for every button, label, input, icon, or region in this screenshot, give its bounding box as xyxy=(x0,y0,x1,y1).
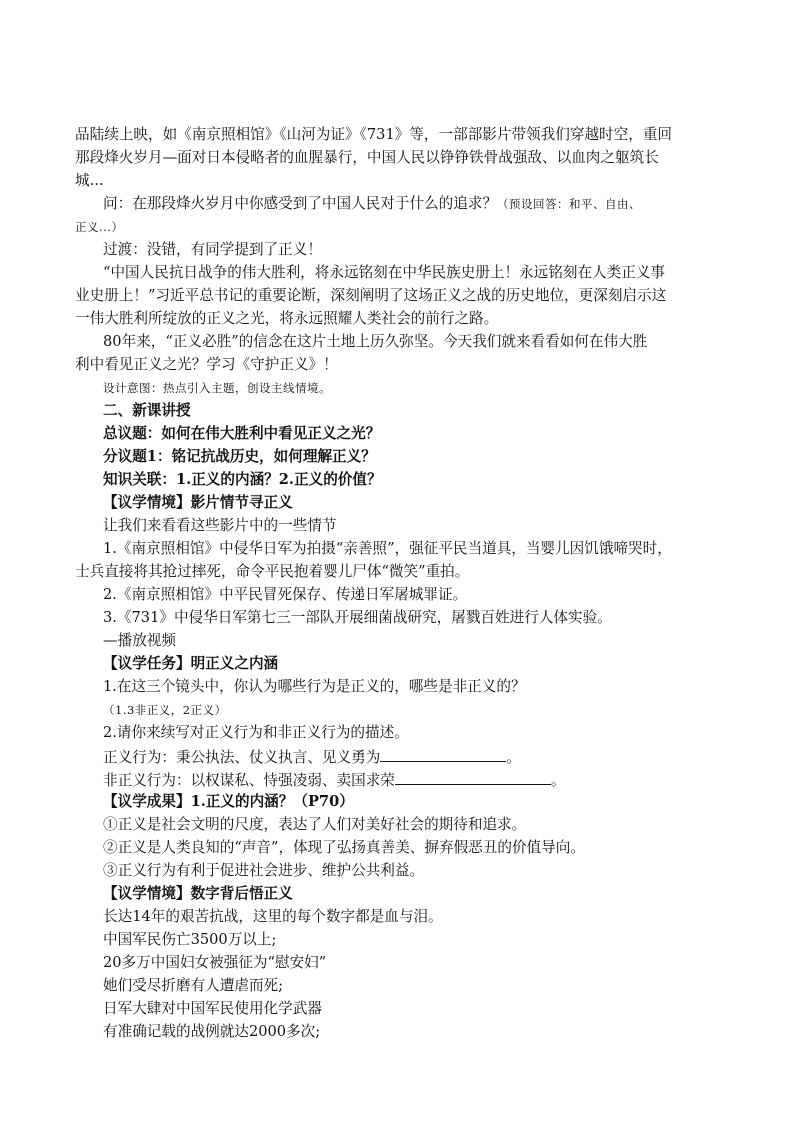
answer-blank[interactable] xyxy=(395,770,551,785)
knowledge-link-heading: 知识关联：1.正义的内涵？2.正义的价值？ xyxy=(103,471,382,488)
question-line xyxy=(103,195,641,213)
paragraph-line: 城... xyxy=(75,172,104,189)
result-point: ①正义是社会文明的尺度，表达了人们对美好社会的期待和追求。 xyxy=(103,816,527,833)
fill-blank-end: 。 xyxy=(506,749,521,766)
paragraph-line: 那段烽火岁月—面对日本侵略者的血腥暴行，中国人民以铮铮铁骨战强敌、以血肉之躯筑长 xyxy=(75,149,659,166)
answer-blank[interactable] xyxy=(380,747,506,762)
fill-blank-prompt: 正义行为：秉公执法、仗义执言、见义勇为 xyxy=(103,749,381,766)
preset-answer-note: 正义...） xyxy=(75,220,124,234)
scenario-heading: 【议学情境】影片情节寻正义 xyxy=(103,494,293,511)
paragraph-line: 业史册上！”习近平总书记的重要论断，深刻阐明了这场正义之战的历史地位，更深刻启示这 xyxy=(75,287,667,304)
preset-answer-note: （预设回答：和平、自由、 xyxy=(497,197,642,211)
statistic-line: 有准确记载的战例就达2000多次; xyxy=(103,1023,321,1040)
question-text: 问：在那段烽火岁月中你感受到了中国人民对于什么的追求？ xyxy=(103,195,498,212)
list-item-continuation: 士兵直接将其抢过摔死，命令平民抱着婴儿尸体“微笑”重拍。 xyxy=(75,563,470,580)
statistic-line: 日军大肆对中国军民使用化学武器 xyxy=(103,1000,322,1017)
task-question: 2.请你来续写对正义行为和非正义行为的描述。 xyxy=(103,724,409,741)
list-item: 3.《731》中侵华日军第七三一部队开展细菌战研究，屠戮百姓进行人体实验。 xyxy=(103,609,612,626)
paragraph-line: 长达14年的艰苦抗战，这里的每个数字都是血与泪。 xyxy=(103,908,443,925)
paragraph-line: 利中看见正义之光？学习《守护正义》！ xyxy=(75,356,338,373)
paragraph-line: 一伟大胜利所绽放的正义之光，将永远照耀人类社会的前行之路。 xyxy=(75,310,499,327)
list-item: 1.《南京照相馆》中侵华日军为拍摄“亲善照”，强征平民当道具，当婴儿因饥饿啼哭时， xyxy=(103,540,672,557)
fill-blank-prompt: 非正义行为：以权谋私、恃强凌弱、卖国求荣 xyxy=(103,772,395,789)
result-point: ②正义是人类良知的“声音”，体现了弘扬真善美、摒弃假恶丑的价值导向。 xyxy=(103,839,585,856)
result-heading: 【议学成果】1.正义的内涵？（P70） xyxy=(103,793,354,810)
paragraph-line: —播放视频 xyxy=(103,632,176,649)
design-intent-note: 设计意图：热点引入主题，创设主线情境。 xyxy=(103,381,331,395)
fill-blank-line xyxy=(103,747,521,767)
transition-line: 过渡：没错，有同学提到了正义！ xyxy=(103,241,322,258)
fill-blank-line xyxy=(103,770,566,790)
subtopic-heading: 分议题1：铭记抗战历史，如何理解正义？ xyxy=(103,448,376,465)
answer-note: （1.3非正义，2正义） xyxy=(103,703,227,717)
fill-blank-end: 。 xyxy=(550,772,566,789)
section-heading: 二、新课讲授 xyxy=(103,402,191,419)
task-heading: 【议学任务】明正义之内涵 xyxy=(103,655,279,672)
result-point: ③正义行为有利于促进社会进步、维护公共利益。 xyxy=(103,862,425,879)
paragraph-line: 80年来，“正义必胜”的信念在这片土地上历久弥坚。今天我们就来看看如何在伟大胜 xyxy=(103,333,648,350)
scenario-heading: 【议学情境】数字背后悟正义 xyxy=(103,885,293,902)
main-topic-heading: 总议题：如何在伟大胜利中看见正义之光？ xyxy=(103,425,381,442)
paragraph-line: “中国人民抗日战争的伟大胜利，将永远铭刻在中华民族史册上！永远铭刻在人类正义事 xyxy=(103,264,666,281)
list-item: 2.《南京照相馆》中平民冒死保存、传递日军屠城罪证。 xyxy=(103,586,468,603)
statistic-line: 20多万中国妇女被强征为“慰安妇” xyxy=(103,954,327,971)
paragraph-line: 让我们来看看这些影片中的一些情节 xyxy=(103,517,337,534)
task-question: 1.在这三个镜头中，你认为哪些行为是正义的，哪些是非正义的？ xyxy=(103,678,526,695)
paragraph-line: 品陆续上映，如《南京照相馆》《山河为证》《731》等，一部部影片带领我们穿越时空，重回 xyxy=(75,126,673,143)
statistic-line: 她们受尽折磨有人遭虐而死; xyxy=(103,977,284,994)
statistic-line: 中国军民伤亡3500万以上; xyxy=(103,931,277,948)
